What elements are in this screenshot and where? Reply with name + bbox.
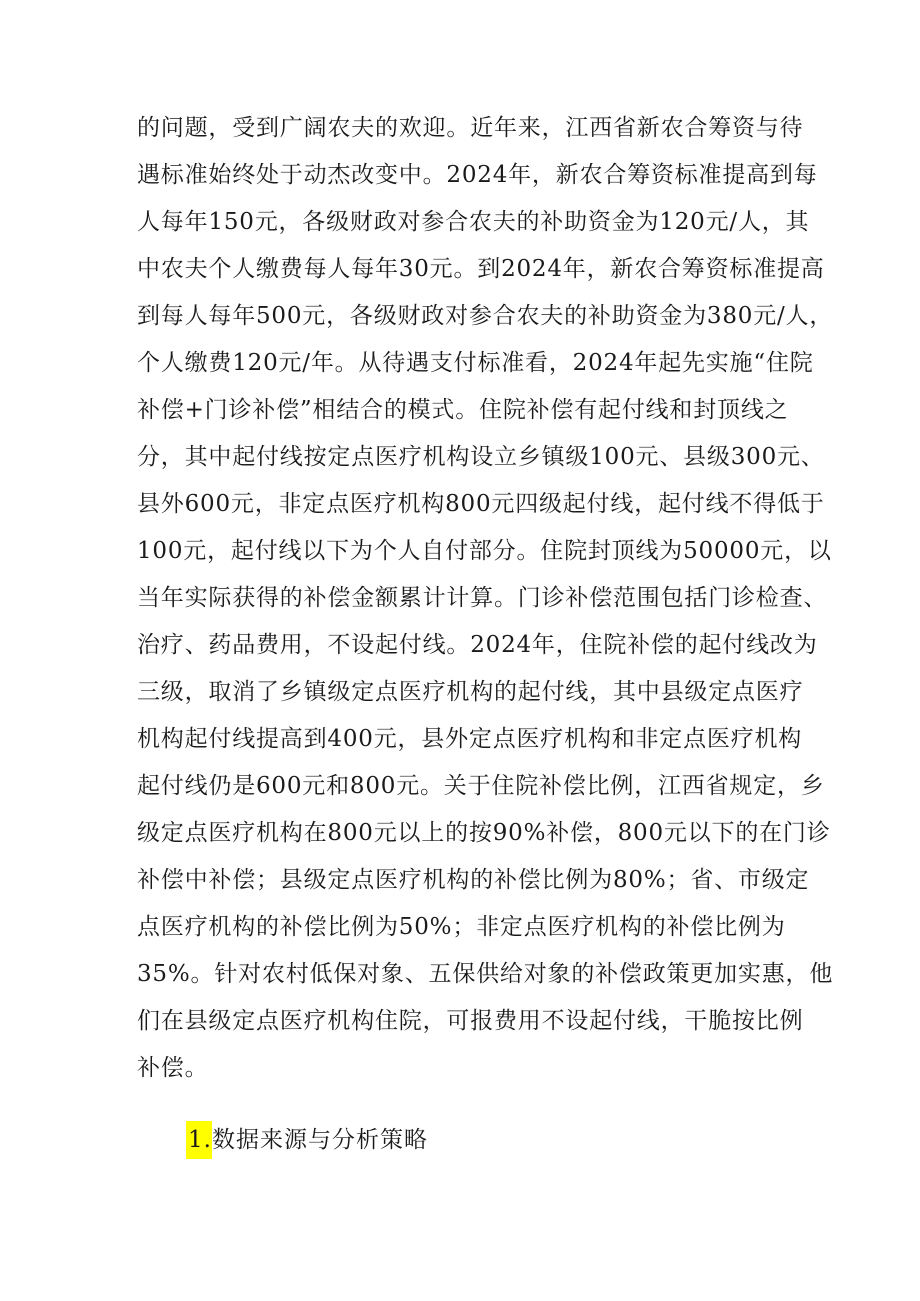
paragraph-line: 级定点医疗机构在800元以上的按90%补偿，800元以下的在门诊: [137, 820, 831, 846]
paragraph-line: 治疗、药品费用，不设起付线。2024年，住院补偿的起付线改为: [137, 632, 818, 658]
heading-text: 数据来源与分析策略: [211, 1127, 428, 1153]
paragraph-line: 当年实际获得的补偿金额累计计算。门诊补偿范围包括门诊检查、: [137, 585, 828, 611]
paragraph-line: 分，其中起付线按定点医疗机构设立乡镇级100元、县级300元、: [137, 444, 825, 470]
paragraph-line: 补偿。: [137, 1055, 209, 1081]
paragraph-line: 遇标准始终处于动杰改变中。2024年，新农合筹资标准提高到每: [137, 162, 818, 188]
paragraph-line: 起付线仍是600元和800元。关于住院补偿比例，江西省规定，乡: [137, 773, 825, 799]
paragraph-line: 补偿中补偿；县级定点医疗机构的补偿比例为80%；省、市级定: [137, 867, 810, 893]
paragraph-line: 们在县级定点医疗机构住院，可报费用不设起付线，干脆按比例: [137, 1008, 804, 1034]
paragraph-line: 机构起付线提高到400元，县外定点医疗机构和非定点医疗机构: [137, 726, 803, 752]
paragraph-line: 县外600元，非定点医疗机构800元四级起付线，起付线不得低于: [137, 491, 825, 517]
section-heading: [186, 1117, 428, 1164]
paragraph-line: 35%。针对农村低保对象、五保供给对象的补偿政策更加实惠，他: [137, 961, 834, 987]
paragraph-line: 三级，取消了乡镇级定点医疗机构的起付线，其中县级定点医疗: [137, 679, 804, 705]
heading-number-highlight: 1.: [186, 1121, 212, 1159]
body-paragraph: [137, 105, 834, 1092]
paragraph-line: 补偿+门诊补偿”相结合的模式。住院补偿有起付线和封顶线之: [137, 397, 789, 423]
paragraph-line: 100元，起付线以下为个人自付部分。住院封顶线为50000元，以: [137, 538, 832, 564]
paragraph-line: 的问题，受到广阔农夫的欢迎。近年来，江西省新农合筹资与待: [137, 115, 804, 141]
paragraph-line: 中农夫个人缴费每人每年30元。到2024年，新农合筹资标准提高: [137, 256, 825, 282]
paragraph-line: 到每人每年500元，各级财政对参合农夫的补助资金为380元/人，: [137, 303, 834, 329]
paragraph-line: 人每年150元，各级财政对参合农夫的补助资金为120元/人，其: [137, 209, 810, 235]
paragraph-line: 个人缴费120元/年。从待遇支付标准看，2024年起先实施“住院: [137, 350, 814, 376]
paragraph-line: 点医疗机构的补偿比例为50%；非定点医疗机构的补偿比例为: [137, 914, 786, 940]
